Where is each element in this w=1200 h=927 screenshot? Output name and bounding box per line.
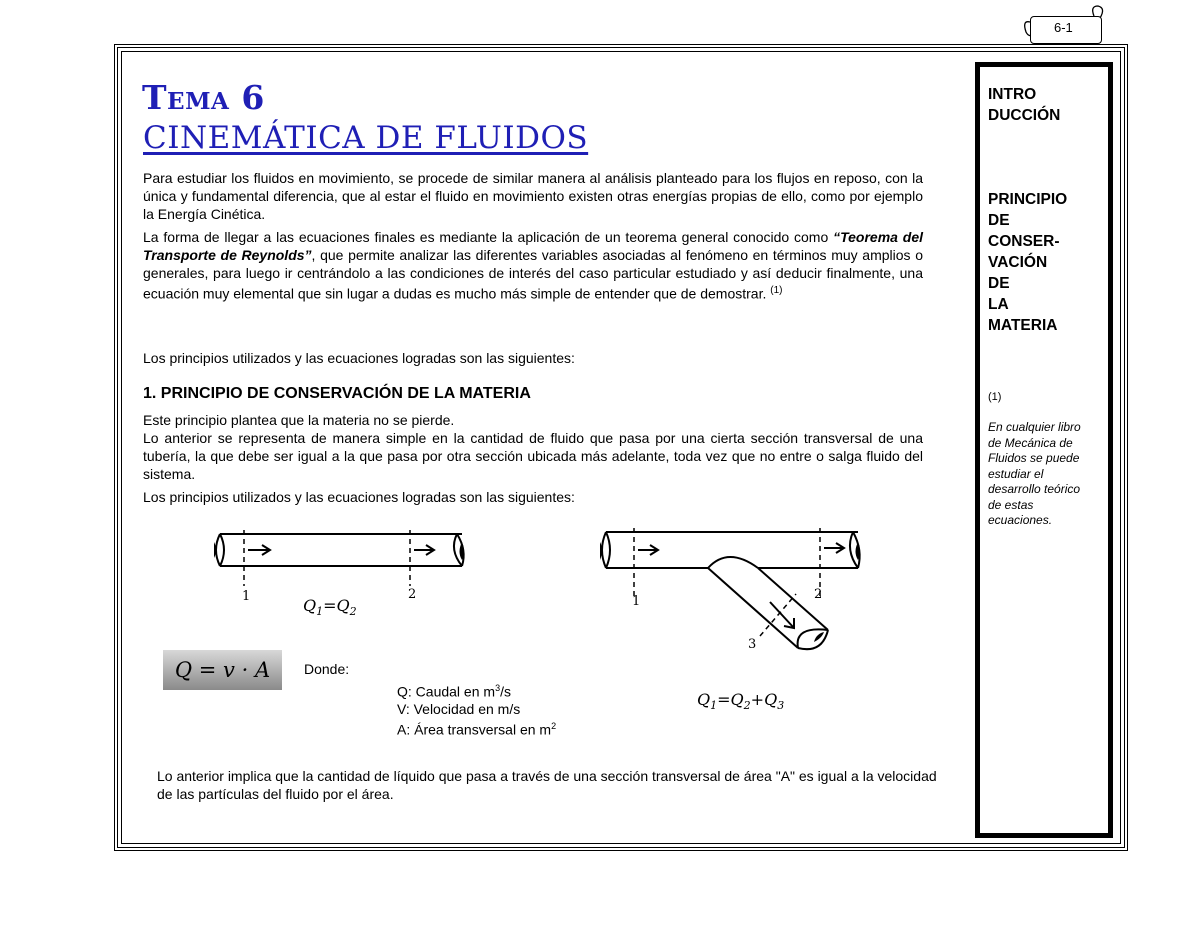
page-title: Tema 6 (142, 78, 265, 117)
diagram1-label-2: 2 (408, 587, 417, 602)
sidebar-heading-introduccion: INTRO DUCCIÓN (988, 86, 1061, 124)
section-paragraph-2: Lo anterior se representa de manera simple en la cantidad de fluido que pasa por una cierta sección transversal de una tubería, la que debe ser igual a la que pasa por otra sección ubicada más adelante, toda vez que no entre o salga fluido del sistema. (143, 430, 923, 482)
diagram2-label-2: 2 (814, 587, 823, 602)
branched-pipe-diagram (598, 518, 878, 668)
definition-area: A: Área transversal en $m^2$ (397, 720, 557, 738)
flow-formula-box: Q = v · A (163, 650, 282, 690)
reynolds-theorem: “Teorema del Transporte de Reynolds” (143, 229, 923, 263)
footnote-ref: (1) (770, 285, 783, 297)
donde-label: Donde: (304, 661, 350, 677)
section-heading: 1. PRINCIPIO DE CONSERVACIÓN DE LA MATERIA (143, 385, 531, 402)
definition-caudal: Q: Caudal en $m^3/s$ (397, 683, 511, 700)
conclusion-paragraph: Lo anterior implica que la cantidad de líquido que pasa a través de una sección transversal de área "A" es igual a la velocidad de las partículas del fluido por el área. (157, 768, 937, 802)
intro-paragraph-2: La forma de llegar a las ecuaciones finales es mediante la aplicación de un teorema general conocido como “Teorema del Transporte de Reynolds”, que permite analizar las diferentes variables asociadas al fenómeno en términos muy amplios o generales, para luego ir centrándolo a las condiciones de interés del caso particular estudiado y así deducir finalmente, una ecuación muy elemental que sin lugar a dudas es mucho más simple de entender que de demostrar. $^{(1)}$ (143, 229, 923, 303)
page-subtitle: CINEMÁTICA DE FLUIDOS (143, 120, 589, 156)
diagram2-label-1: 1 (632, 594, 641, 609)
diagram1-label-1: 1 (242, 589, 251, 604)
definitions-list (397, 680, 556, 738)
sidebar-note: En cualquier libro de Mecánica de Fluidos se puede estudiar el desarrollo teórico de estas ecuaciones. (988, 420, 1081, 527)
intro-paragraph-1: Para estudiar los fluidos en movimiento, se procede de similar manera al análisis planteado para los flujos en reposo, con la única y fundamental diferencia, que al estar el fluido en movimiento existen otras energías propias de ello, como por ejemplo la Energía Cinética. (143, 170, 923, 222)
diagram2-label-3: 3 (748, 637, 757, 652)
diagram1-caption: $Q_1=Q_2$ (303, 596, 357, 619)
section-paragraph-3: Los principios utilizados y las ecuaciones logradas son las siguientes: (143, 489, 575, 505)
definition-velocidad: V: Velocidad en m/s (397, 700, 521, 717)
page-number: 6-1 (1054, 20, 1073, 35)
section-paragraph-1: Este principio plantea que la materia no se pierde. (143, 412, 455, 428)
intro-paragraph-3: Los principios utilizados y las ecuaciones logradas son las siguientes: (143, 350, 575, 366)
sidebar-heading-principio: PRINCIPIO DE CONSER- VACIÓN DE LA MATERIA (988, 191, 1068, 334)
diagram2-caption: $Q_1=Q_2+Q_3$ (697, 690, 785, 713)
page-number-tag (1022, 4, 1104, 48)
sidebar-note-number: (1) (988, 391, 1002, 403)
